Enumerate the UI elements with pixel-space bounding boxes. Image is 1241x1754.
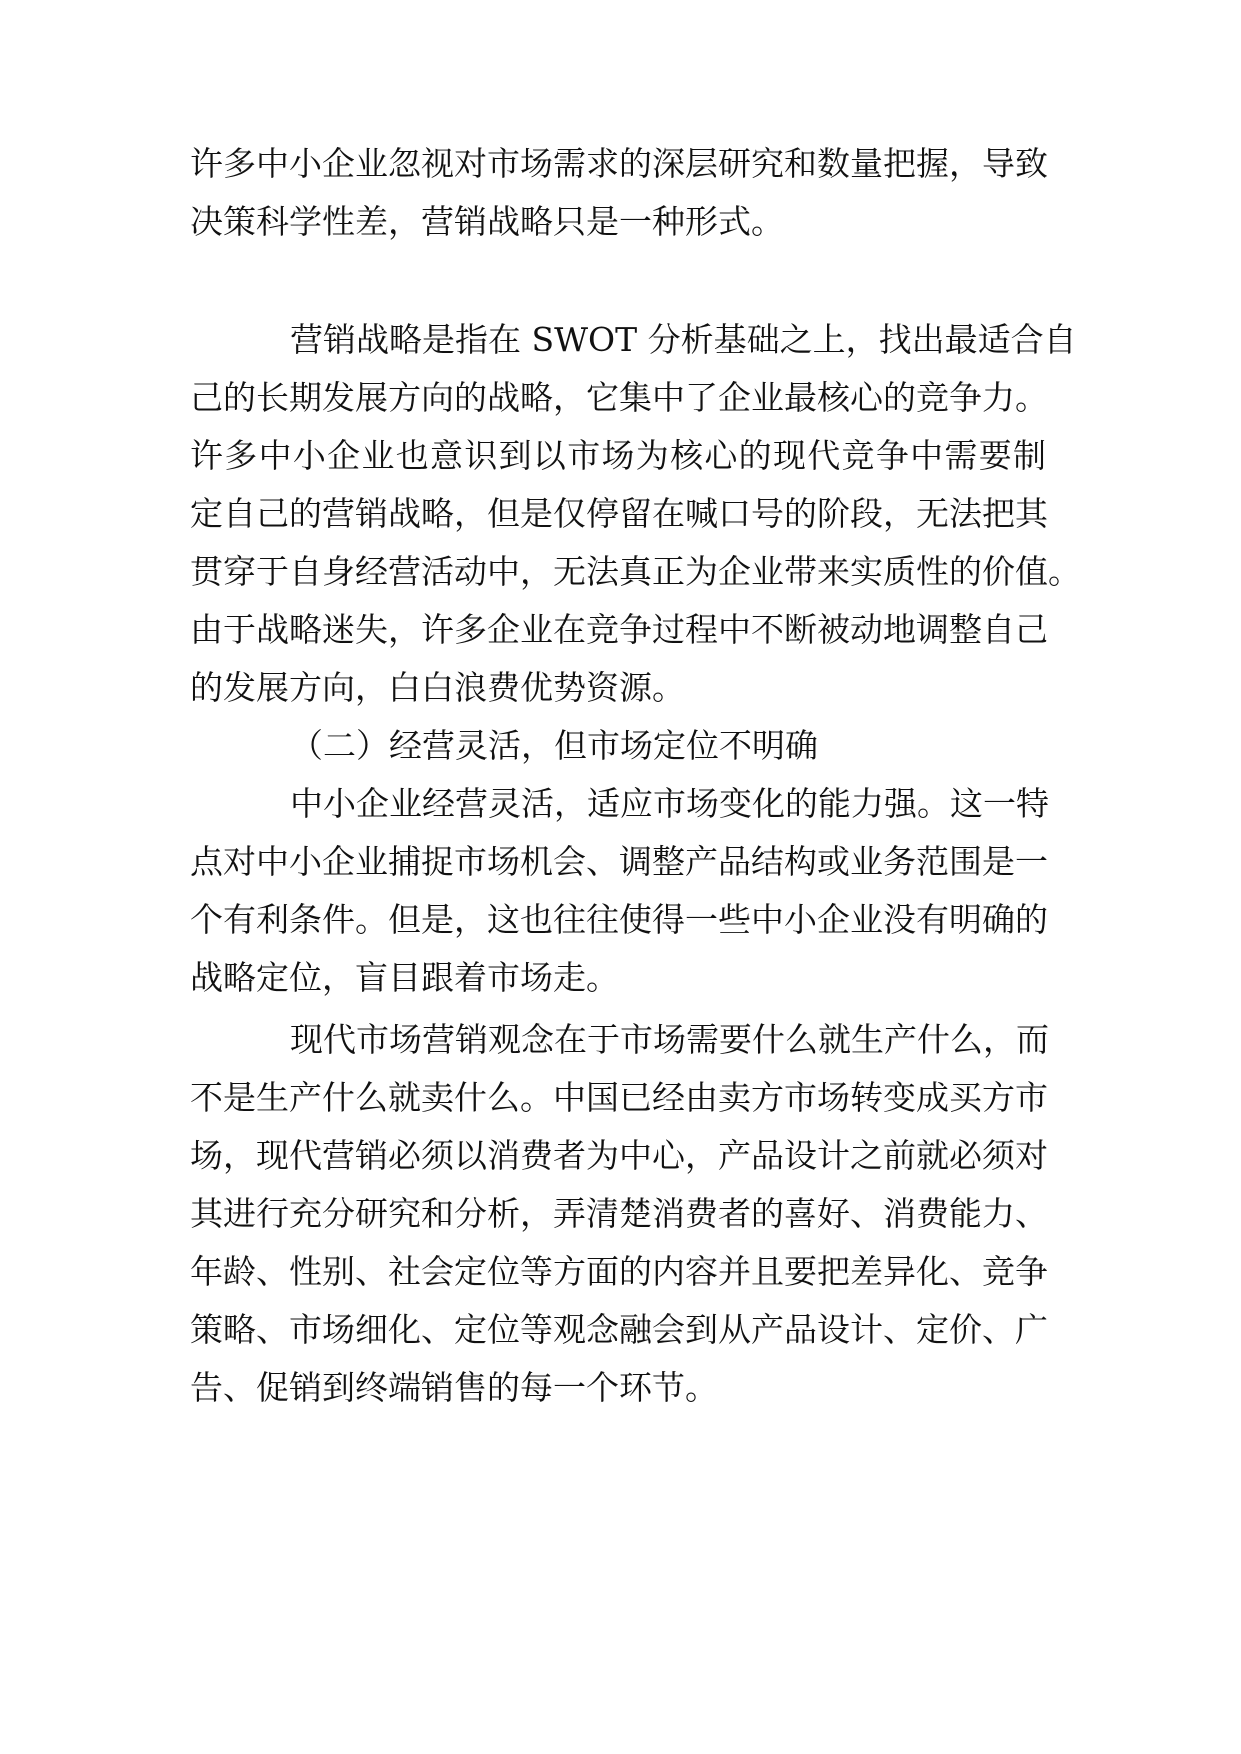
line-text: 己的长期发展方向的战略，它集中了企业最核心的竞争力。: [190, 378, 1048, 417]
text-line: [0, 891, 1241, 949]
line-text: 战略定位，盲目跟着市场走。: [190, 958, 619, 997]
text-line: [0, 193, 1241, 251]
line-text: 现代市场营销观念在于市场需要什么就生产什么，而: [290, 1020, 1049, 1059]
line-text: 定自己的营销战略，但是仅停留在喊口号的阶段，无法把其: [190, 494, 1048, 533]
line-text: 告、促销到终端销售的每一个环节。: [190, 1368, 718, 1407]
line-text: 策略、市场细化、定位等观念融会到从产品设计、定价、广: [190, 1310, 1048, 1349]
text-line: [0, 949, 1241, 1007]
line-text: 个有利条件。但是，这也往往使得一些中小企业没有明确的: [190, 900, 1048, 939]
text-line: [0, 485, 1241, 543]
line-text: 许多中小企业也意识到以市场为核心的现代竞争中需要制: [190, 436, 1046, 475]
line-text: 点对中小企业捕捉市场机会、调整产品结构或业务范围是一: [190, 842, 1048, 881]
section-heading: [0, 717, 1241, 775]
text-line: [0, 601, 1241, 659]
line-text: 的发展方向，白白浪费优势资源。: [190, 668, 685, 707]
text-line: [0, 775, 1241, 833]
line-text: 年龄、性别、社会定位等方面的内容并且要把差异化、竞争: [190, 1252, 1048, 1291]
line-text: 不是生产什么就卖什么。中国已经由卖方市场转变成买方市: [190, 1078, 1048, 1117]
line-text: 其进行充分研究和分析，弄清楚消费者的喜好、消费能力、: [190, 1194, 1048, 1233]
line-text: 决策科学性差，营销战略只是一种形式。: [190, 202, 784, 241]
text-line: [0, 833, 1241, 891]
section-heading-text: （二）经营灵活，但市场定位不明确: [290, 726, 818, 765]
text-line: [0, 427, 1241, 485]
text-line: [0, 1301, 1241, 1359]
line-text: 中小企业经营灵活，适应市场变化的能力强。这一特: [290, 784, 1049, 823]
text-line: [0, 543, 1241, 601]
text-line: [0, 1359, 1241, 1417]
line-text: 许多中小企业忽视对市场需求的深层研究和数量把握，导致: [190, 144, 1048, 183]
text-line: [0, 1127, 1241, 1185]
line-text: 贯穿于自身经营活动中，无法真正为企业带来实质性的价值。: [190, 552, 1081, 591]
text-line: [0, 1185, 1241, 1243]
text-line: [0, 311, 1241, 369]
text-line: [0, 369, 1241, 427]
text-line: [0, 135, 1241, 193]
text-line: [0, 659, 1241, 717]
text-line: [0, 1069, 1241, 1127]
text-line: [0, 1243, 1241, 1301]
line-text: 场，现代营销必须以消费者为中心，产品设计之前就必须对: [190, 1136, 1048, 1175]
line-text: 由于战略迷失，许多企业在竞争过程中不断被动地调整自己: [190, 610, 1048, 649]
line-text: 营销战略是指在 SWOT 分析基础之上，找出最适合自: [290, 320, 1077, 359]
text-line: [0, 1011, 1241, 1069]
